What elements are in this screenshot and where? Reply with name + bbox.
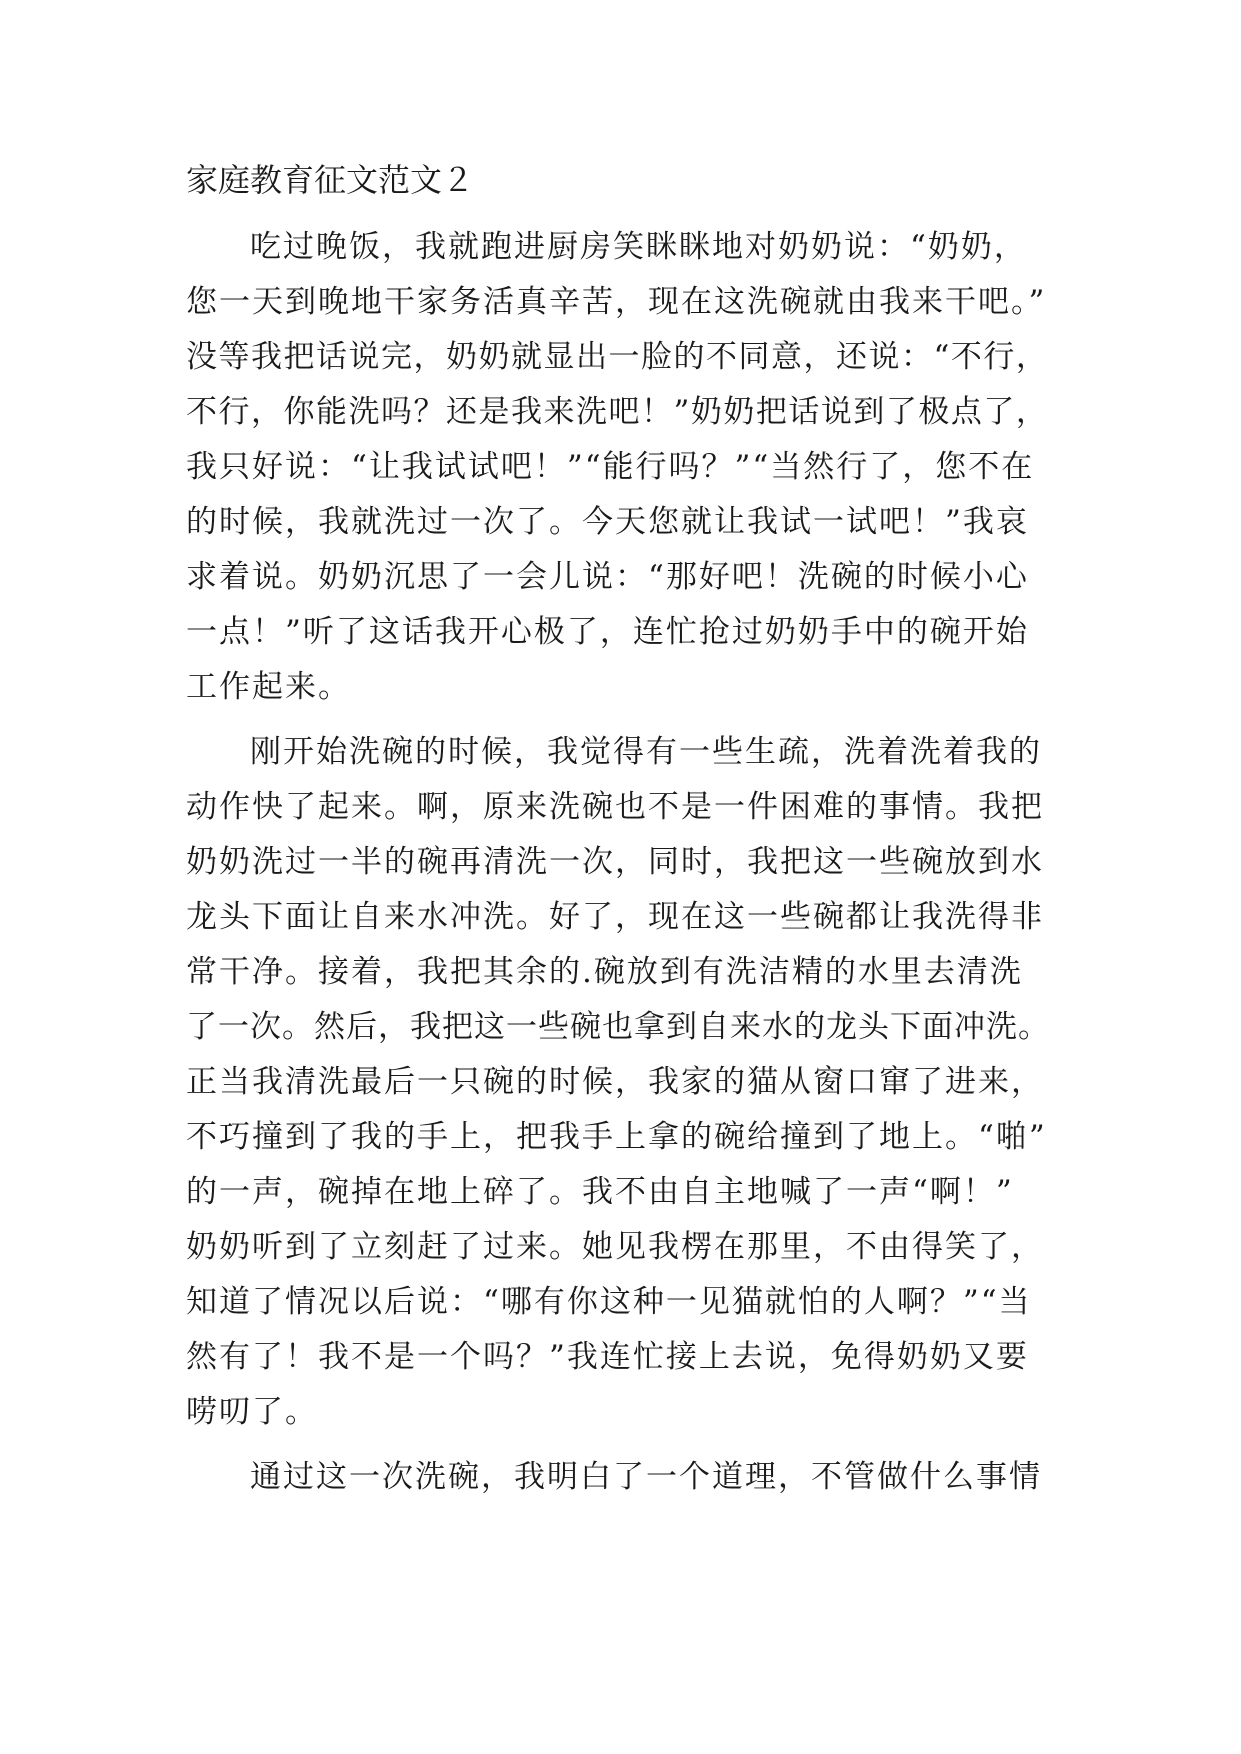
paragraph-line: 通过这一次洗碗，我明白了一个道理，不管做什么事情 [250,1459,1042,1495]
paragraph-line: 刚开始洗碗的时候，我觉得有一些生疏，洗着洗着我的 [250,734,1042,770]
paragraph-line: 工作起来。 [186,669,351,705]
paragraph-line: 知道了情况以后说：“哪有你这种一见猫就怕的人啊？”“当 [186,1284,1032,1320]
paragraph-line: 不巧撞到了我的手上，把我手上拿的碗给撞到了地上。“啪” [186,1119,1047,1155]
paragraph-line: 动作快了起来。啊，原来洗碗也不是一件困难的事情。我把 [186,789,1044,825]
paragraph-line: 的时候，我就洗过一次了。今天您就让我试一试吧！”我哀 [186,504,1029,540]
paragraph-line: 吃过晚饭，我就跑进厨房笑眯眯地对奶奶说：“奶奶， [250,229,1027,265]
paragraph-line: 没等我把话说完，奶奶就显出一脸的不同意，还说：“不行， [186,339,1049,375]
paragraph-line: 正当我清洗最后一只碗的时候，我家的猫从窗口窜了进来， [186,1064,1044,1100]
paragraph-line: 然有了！我不是一个吗？”我连忙接上去说，免得奶奶又要 [186,1339,1029,1375]
paragraph-line: 的一声，碗掉在地上碎了。我不由自主地喊了一声“啊！” [186,1174,1014,1210]
paragraph-line: 奶奶洗过一半的碗再清洗一次，同时，我把这一些碗放到水 [186,844,1044,880]
paragraph-line: 一点！”听了这话我开心极了，连忙抢过奶奶手中的碗开始 [186,614,1029,650]
document-title: 家庭教育征文范文２ [186,161,475,199]
paragraph-line: 不行，你能洗吗？还是我来洗吧！”奶奶把话说到了极点了， [186,394,1049,430]
paragraph-line: 常干净。接着，我把其余的.碗放到有洗洁精的水里去清洗 [186,954,1023,990]
paragraph-line: 您一天到晚地干家务活真辛苦，现在这洗碗就由我来干吧。” [186,284,1047,320]
paragraph-line: 龙头下面让自来水冲洗。好了，现在这一些碗都让我洗得非 [186,899,1044,935]
paragraph-line: 我只好说：“让我试试吧！”“能行吗？”“当然行了，您不在 [186,449,1035,485]
paragraph-line: 求着说。奶奶沉思了一会儿说：“那好吧！洗碗的时候小心 [186,559,1029,595]
paragraph-line: 奶奶听到了立刻赶了过来。她见我楞在那里，不由得笑了， [186,1229,1044,1265]
paragraph-line: 唠叨了。 [186,1394,318,1430]
paragraph-line: 了一次。然后，我把这一些碗也拿到自来水的龙头下面冲洗。 [186,1009,1050,1045]
